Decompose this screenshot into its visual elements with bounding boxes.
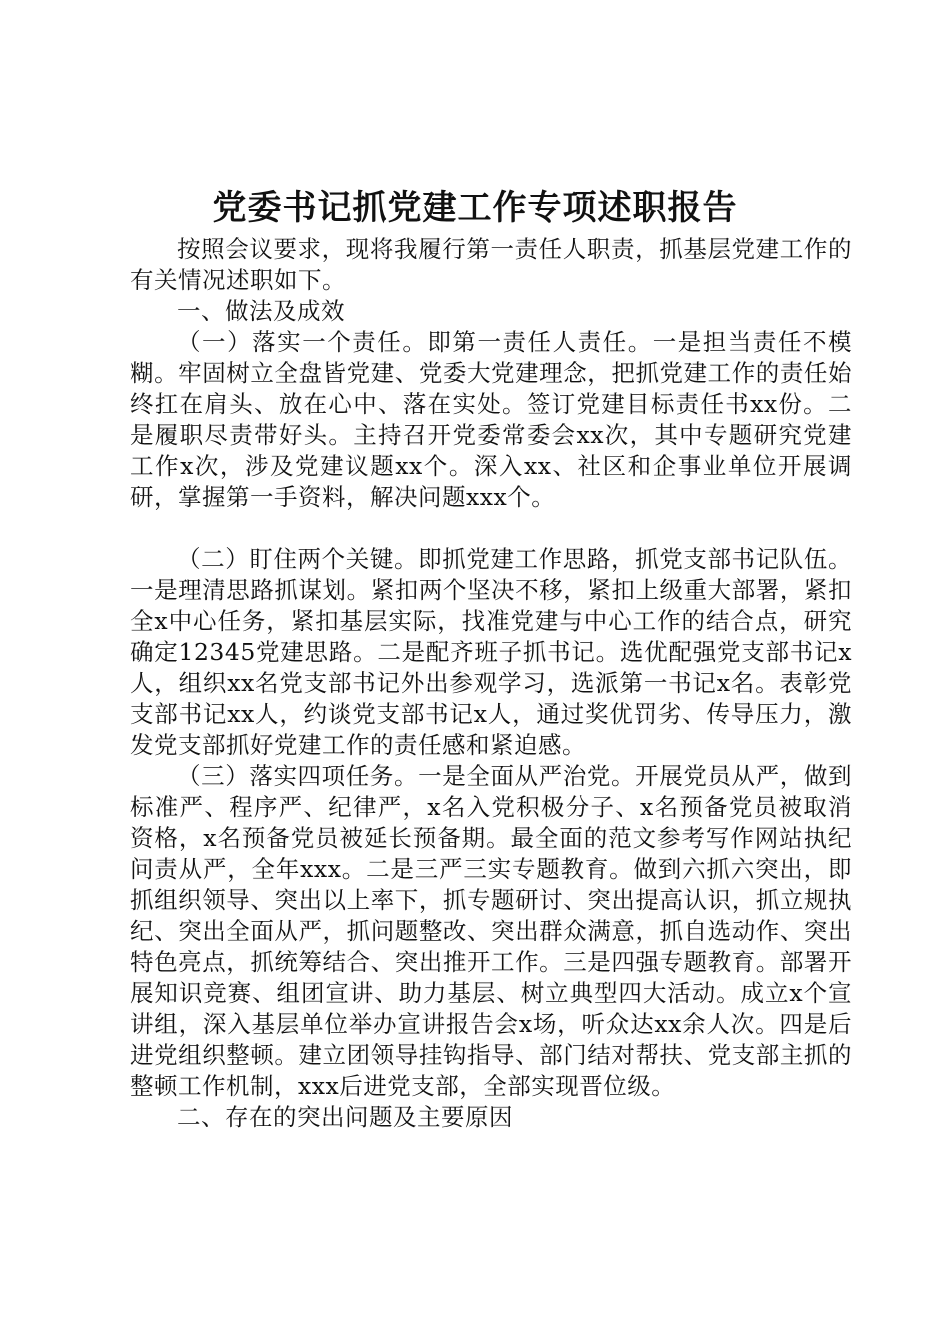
document-body <box>130 234 852 1133</box>
intro-paragraph: 按照会议要求，现将我履行第一责任人职责，抓基层党建工作的有关情况述职如下。 <box>130 235 852 294</box>
section-heading-1: 一、做法及成效 <box>177 297 345 325</box>
section-heading-2: 二、存在的突出问题及主要原因 <box>177 1103 513 1131</box>
paragraph-1: （一）落实一个责任。即第一责任人责任。一是担当责任不模糊。牢固树立全盘皆党建、党委大党建理念，把抓党建工作的责任始终扛在肩头、放在心中、落在实处。签订党建目标责任书xx份。二是履职尽责带好头。主持召开党委常委会xx次，其中专题研究党建工作x次，涉及党建议题xx个。深入xx、社区和企事业单位开展调研，掌握第一手资料，解决问题xxx个。 <box>130 328 852 511</box>
document-title: 党委书记抓党建工作专项述职报告 <box>212 188 738 228</box>
paragraph-spacer <box>130 513 852 544</box>
paragraph-2: （二）盯住两个关键。即抓党建工作思路，抓党支部书记队伍。一是理清思路抓谋划。紧扣两个坚决不移，紧扣上级重大部署，紧扣全x中心任务，紧扣基层实际，找准党建与中心工作的结合点，研究确定12345党建思路。二是配齐班子抓书记。选优配强党支部书记x人，组织xx名党支部书记外出参观学习，选派第一书记x名。表彰党支部书记xx人，约谈党支部书记x人，通过奖优罚劣、传导压力，激发党支部抓好党建工作的责任感和紧迫感。 <box>130 545 852 759</box>
paragraph-3: （三）落实四项任务。一是全面从严治党。开展党员从严，做到标准严、程序严、纪律严，x名入党积极分子、x名预备党员被取消资格，x名预备党员被延长预备期。最全面的范文参考写作网站执纪问责从严，全年xxx。二是三严三实专题教育。做到六抓六突出，即抓组织领导、突出以上率下，抓专题研讨、突出提高认识，抓立规执纪、突出全面从严，抓问题整改、突出群众满意，抓自选动作、突出特色亮点，抓统筹结合、突出推开工作。三是四强专题教育。部署开展知识竞赛、组团宣讲、助力基层、树立典型四大活动。成立x个宣讲组，深入基层单位举办宣讲报告会x场，听众达xx余人次。四是后进党组织整顿。建立团领导挂钩指导、部门结对帮扶、党支部主抓的整顿工作机制，xxx后进党支部，全部实现晋位级。 <box>130 762 852 1100</box>
